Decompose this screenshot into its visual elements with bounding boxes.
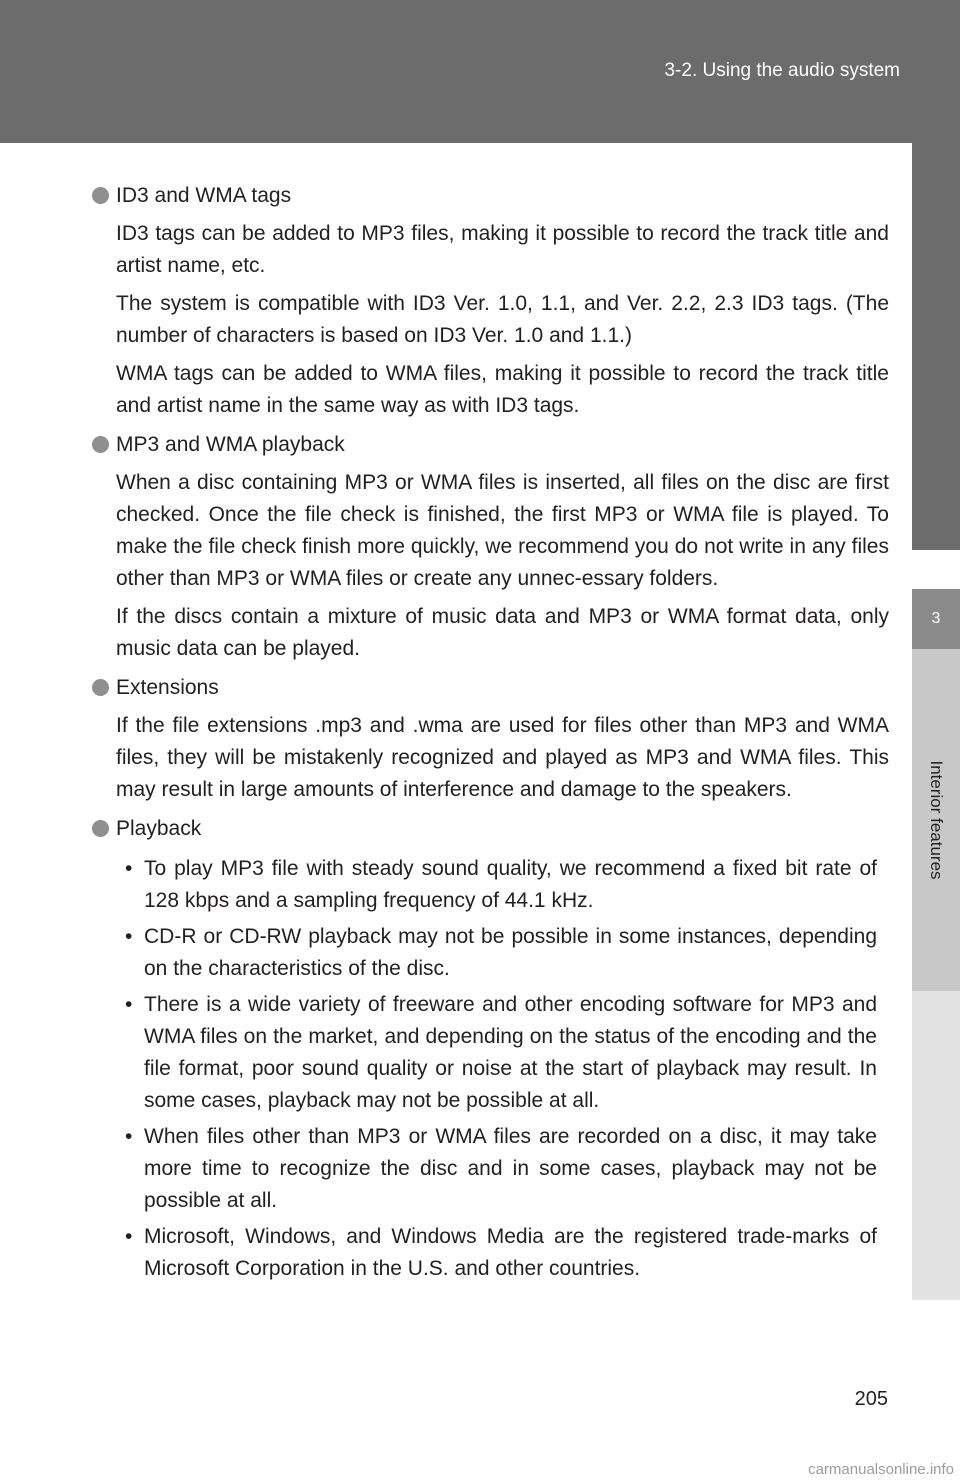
section-heading: ID3 and WMA tags <box>116 180 889 212</box>
section-heading: MP3 and WMA playback <box>116 429 889 461</box>
bullet-circle-icon <box>92 820 109 837</box>
list-marker: • <box>125 925 133 948</box>
paragraph: WMA tags can be added to WMA files, making it possible to record the track title and artist name in the same way as with ID3 tags. <box>116 362 889 417</box>
page-header <box>0 0 960 143</box>
watermark: carmanualsonline.info <box>808 1461 954 1478</box>
bullet-circle-icon <box>92 436 109 453</box>
section-heading: Extensions <box>116 672 889 704</box>
bullet-circle-icon <box>92 187 109 204</box>
chapter-number: 3 <box>912 589 960 649</box>
playback-notes-list <box>116 853 889 1285</box>
list-item: • CD-R or CD-RW playback may not be possible in some instances, depending on the characteristics of the disc. <box>116 921 889 985</box>
list-item: • When files other than MP3 or WMA files are recorded on a disc, it may take more time to recognize the disc and in some cases, playback may not be possible at all. <box>116 1121 889 1217</box>
bullet-circle-icon <box>92 679 109 696</box>
chapter-side-tab <box>912 143 960 1300</box>
list-marker: • <box>125 857 133 880</box>
paragraph: When a disc containing MP3 or WMA files is inserted, all files on the disc are first checked. Once the file check is finished, the first MP3 or WMA file is played. To make the file check finish more quickly, we recommend you do not write in any files other than MP3 or WMA files or create any unnec-essary folders. <box>116 471 889 590</box>
page-content <box>116 180 889 1289</box>
list-item: • Microsoft, Windows, and Windows Media are the registered trade-marks of Microsoft Corporation in the U.S. and other countries. <box>116 1221 889 1285</box>
paragraph: ID3 tags can be added to MP3 files, making it possible to record the track title and artist name, etc. <box>116 222 889 277</box>
side-tab-dark-block <box>912 143 960 550</box>
list-marker: • <box>125 1125 133 1148</box>
side-tab-light-block <box>912 991 960 1300</box>
section-title: 3-2. Using the audio system <box>664 60 900 81</box>
page-number: 205 <box>854 1388 888 1410</box>
paragraph: If the file extensions .mp3 and .wma are used for files other than MP3 and WMA files, they will be mistakenly recognized and played as MP3 and WMA files. This may result in large amounts of interference and damage to the speakers. <box>116 714 889 801</box>
list-marker: • <box>125 993 133 1016</box>
list-item: • To play MP3 file with steady sound quality, we recommend a fixed bit rate of 128 kbps and a sampling frequency of 44.1 kHz. <box>116 853 889 917</box>
list-marker: • <box>125 1225 133 1248</box>
paragraph: If the discs contain a mixture of music data and MP3 or WMA format data, only music data can be played. <box>116 605 889 660</box>
chapter-label: Interior features <box>927 760 946 880</box>
list-item: • There is a wide variety of freeware and other encoding software for MP3 and WMA files on the market, and depending on the status of the encoding and the file format, poor sound quality or noise at the start of playback may result. In some cases, playback may not be possible at all. <box>116 989 889 1117</box>
section-heading: Playback <box>116 813 889 845</box>
paragraph: The system is compatible with ID3 Ver. 1.0, 1.1, and Ver. 2.2, 2.3 ID3 tags. (The number of characters is based on ID3 Ver. 1.0 and 1.1.) <box>116 292 889 347</box>
